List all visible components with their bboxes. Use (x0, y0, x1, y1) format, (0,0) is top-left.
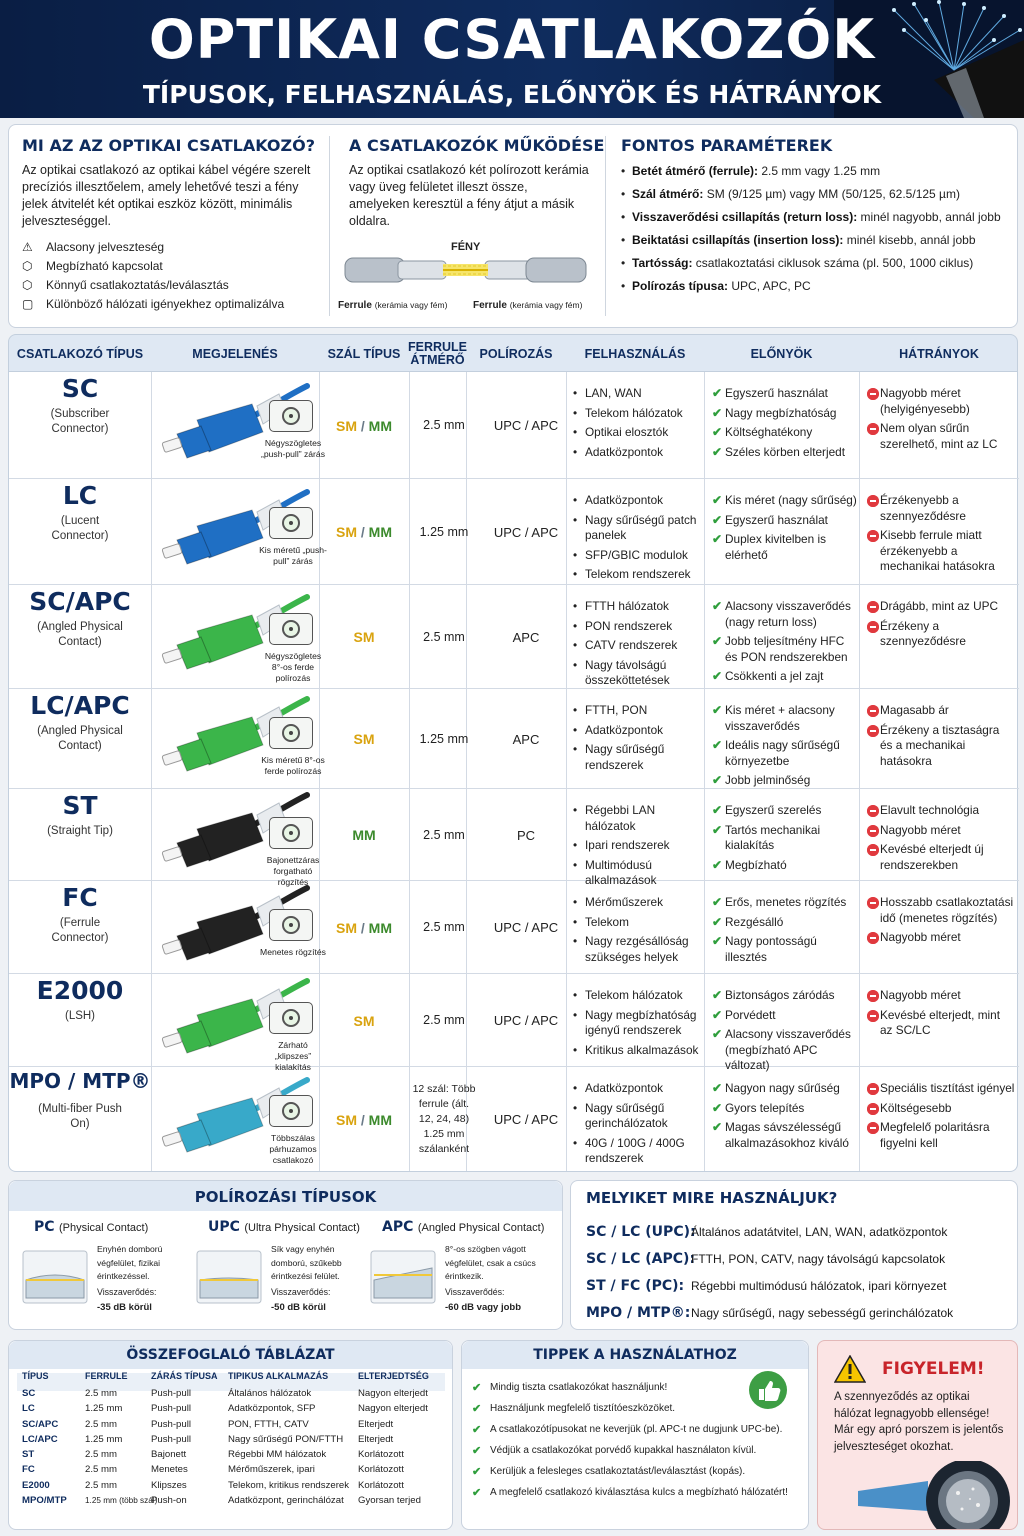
fiber-type: SM (353, 731, 375, 747)
column-header: ELŐNYÖK (750, 346, 813, 361)
closure-type-icon (269, 717, 313, 749)
light-label: FÉNY (451, 241, 481, 253)
list-item: • Ipari rendszerek (572, 838, 700, 854)
cons-list (867, 599, 1015, 654)
connector-name: SC/APC (29, 587, 131, 616)
list-item: • Nagy távolságú összeköttetések (572, 658, 700, 689)
pros-list (712, 1081, 857, 1155)
list-item: Érzékenyebb a szennyeződésre (867, 493, 1015, 524)
list-item: ✔ Biztonságos záródás (712, 988, 857, 1004)
closure-type-icon (269, 817, 313, 849)
connector-full-name: (Ferrule Connector) (51, 917, 109, 944)
pros-list (712, 895, 857, 969)
table-row (9, 881, 1019, 974)
cons-list (867, 493, 1015, 579)
list-item: • LAN, WAN (572, 386, 700, 402)
uses-list (572, 386, 700, 464)
cons-list (867, 803, 1015, 877)
summary-cell: Korlátozott (358, 1479, 404, 1491)
list-item: • SFP/GBIC modulok (572, 548, 700, 564)
list-item: • Nagy rezgésállóság szükséges helyek (572, 934, 700, 965)
tip-item: ✔ A csatlakozótípusokat ne keverjük (pl. APC-t ne dugjunk UPC-be). (472, 1424, 807, 1435)
list-item: ✔ Tartós mechanikai kialakítás (712, 823, 857, 854)
connector-table (8, 372, 1018, 1172)
tips-card (461, 1340, 809, 1530)
polish-title: POLÍROZÁSI TÍPUSOK (194, 1188, 377, 1206)
list-item: • Adatközpontok (572, 723, 700, 739)
list-item: Kevésbé elterjedt, mint az SC/LC (867, 1008, 1015, 1039)
pros-list (712, 703, 857, 793)
list-item: ⚠ Alacsony jelveszteség (22, 238, 322, 257)
list-item: ✔ Kis méret + alacsony visszaverődés (712, 703, 857, 734)
summary-cell: 1.25 mm (85, 1433, 123, 1445)
summary-cell: 2.5 mm (85, 1464, 117, 1476)
summary-cell: FC (22, 1464, 35, 1476)
list-item: ✔ Porvédett (712, 1008, 857, 1024)
list-item: ✔ Egyszerű használat (712, 386, 857, 402)
list-item: • Polírozás típusa: UPC, APC, PC (621, 279, 811, 293)
polish-type: UPC / APC (493, 920, 559, 935)
list-item: ✔ Alacsony visszaverődés (nagy return loss) (712, 599, 857, 630)
summary-column-header: ZÁRÁS TÍPUSA (151, 1371, 218, 1381)
list-item: ✔ Csökkenti a jel zajt (712, 669, 857, 685)
column-header: SZÁL TÍPUS (327, 346, 401, 361)
summary-cell: 2.5 mm (85, 1479, 117, 1491)
polish-type: UPC / APC (493, 418, 559, 433)
list-item: • FTTH, PON (572, 703, 700, 719)
list-item: SC / LC (UPC): Általános adatátvitel, LAN, WAN, adatközpontok (586, 1223, 948, 1240)
list-item: ✔ Ideális nagy sűrűségű környezetbe (712, 738, 857, 769)
polish-profile-diagram (196, 1250, 262, 1304)
list-item: ✔ Jobb teljesítmény HFC és PON rendszerekben (712, 634, 857, 665)
tip-item: ✔ Használjunk megfelelő tisztítóeszközöket. (472, 1403, 742, 1414)
summary-column-header: TIPIKUS ALKALMAZÁS (228, 1371, 329, 1381)
plug-icon: ⬡ (22, 278, 33, 292)
summary-cell: Nagyon elterjedt (358, 1403, 428, 1415)
list-item: Nagyobb méret (867, 988, 1015, 1004)
connector-name: E2000 (36, 976, 124, 1005)
polish-type: UPC / APC (493, 524, 559, 540)
summary-cell: MPO/MTP (22, 1495, 67, 1507)
polish-type: UPC / APC (493, 1112, 559, 1127)
table-row (9, 789, 1019, 887)
summary-column (85, 1370, 158, 1508)
summary-column (358, 1370, 448, 1508)
connector-name: SC (61, 374, 99, 403)
summary-title: ÖSSZEFOGLALÓ TÁBLÁZAT (126, 1347, 335, 1363)
list-item: ✔ Jobb jelminőség (712, 773, 857, 789)
closure-type-caption: Négyszögletes „push-pull” zárás (261, 438, 325, 459)
list-item: • Adatközpontok (572, 493, 700, 509)
polish-type-heading: UPC (Ultra Physical Contact) (208, 1219, 360, 1235)
list-item: • Mérőműszerek (572, 895, 700, 911)
fiber-type: MM (352, 827, 376, 843)
return-loss-value: -50 dB körül (271, 1302, 326, 1313)
table-row (9, 1067, 1019, 1172)
list-item: • Szál átmérő: SM (9/125 µm) vagy MM (50/125, 62.5/125 µm) (621, 187, 960, 201)
uses-list (572, 895, 700, 969)
fiber-type: SM (353, 1012, 375, 1029)
list-item: ✔ Költséghatékony (712, 425, 857, 441)
summary-cell: Korlátozott (358, 1449, 404, 1461)
fiber-type: SM / MM (336, 417, 392, 434)
page-subtitle: TÍPUSOK, FELHASZNÁLÁS, ELŐNYÖK ÉS HÁTRÁNYOK (142, 80, 882, 109)
uses-list (572, 803, 700, 893)
ferrule-diameter: 2.5 mm (423, 629, 465, 644)
list-item: • FTTH hálózatok (572, 599, 700, 615)
triangle-icon: ⚠ (22, 240, 33, 254)
connector-full-name: (Subscriber Connector) (50, 408, 110, 435)
params-list (621, 161, 1011, 299)
closure-type-icon (269, 613, 313, 645)
summary-cell: Elterjedt (358, 1418, 394, 1430)
list-item: • Tartósság: csatlakoztatási ciklusok száma (pl. 500, 1000 ciklus) (621, 256, 974, 270)
pros-list (712, 988, 857, 1078)
list-item: MPO / MTP®: Nagy sűrűségű, nagy sebességű gerinchálózatok (586, 1304, 954, 1321)
list-item: • Kritikus alkalmazások (572, 1043, 700, 1059)
list-item: • PON rendszerek (572, 619, 700, 635)
summary-cell: Nagyon elterjedt (358, 1388, 428, 1399)
summary-cell: 2.5 mm (85, 1449, 117, 1461)
connector-full-name: (Angled Physical Contact) (37, 725, 123, 752)
tips-title: TIPPEK A HASZNÁLATHOZ (533, 1347, 737, 1363)
summary-cell: Push-pull (151, 1418, 191, 1430)
params-title: FONTOS PARAMÉTEREK (621, 136, 833, 155)
summary-cell: Régebbi MM hálózatok (228, 1449, 327, 1461)
closure-type-caption: Menetes rögzítés (260, 947, 326, 957)
summary-cell: Push-pull (151, 1433, 191, 1445)
working-text: Az optikai csatlakozó két polírozott kerámia vagy üveg felületet illeszt össze, amelyeken keresztül a fény átjut a másik oldalra. (349, 163, 589, 228)
closure-type-icon (269, 507, 313, 539)
link-icon: ⬡ (22, 259, 33, 273)
working-title: A CSATLAKOZÓK MŰKÖDÉSE (349, 136, 605, 155)
ferrule-diagram (343, 250, 588, 290)
table-row (9, 689, 1019, 789)
summary-cell: Push-on (151, 1495, 187, 1507)
list-item: Nagyobb méret (helyigényesebb) (867, 386, 1015, 417)
uses-list (572, 988, 700, 1062)
cons-list (867, 386, 1015, 456)
summary-cell: Nagy sűrűségű PON/FTTH (228, 1433, 344, 1445)
summary-cell: SC (22, 1388, 36, 1399)
table-row (9, 479, 1019, 585)
cons-list (867, 1081, 1015, 1155)
closure-type-icon (269, 909, 313, 941)
fiber-type: SM / MM (336, 919, 392, 936)
return-loss-value: -35 dB körül (97, 1302, 152, 1313)
polish-profile-diagram (22, 1250, 88, 1304)
column-header: POLÍROZÁS (479, 346, 553, 361)
summary-cell: Push-pull (151, 1388, 191, 1399)
list-item: SC / LC (APC): FTTH, PON, CATV, nagy távolságú kapcsolatok (586, 1250, 946, 1267)
connector-name: ST (62, 791, 98, 820)
list-item: Érzékeny a tisztaságra és a mechanikai hatásokra (867, 723, 1015, 770)
uses-list (572, 1081, 700, 1171)
summary-cell: 2.5 mm (85, 1418, 117, 1430)
return-loss-label: Visszaverődés: (445, 1287, 505, 1297)
summary-cell: 1.25 mm (85, 1403, 123, 1415)
list-item: • Beiktatási csillapítás (insertion loss): minél kisebb, annál jobb (621, 233, 976, 247)
table-row (9, 372, 1019, 479)
list-item: Megfelelő polaritásra figyelni kell (867, 1120, 1015, 1151)
ferrule-diameter: 1.25 mm (419, 731, 469, 746)
list-item: • Telekom rendszerek (572, 567, 700, 583)
tip-item: ✔ Mindig tiszta csatlakozókat használjunk! (472, 1382, 742, 1393)
summary-cell: Adatközpontok, SFP (228, 1403, 316, 1415)
list-item: • Nagy sűrűségű rendszerek (572, 742, 700, 773)
list-item: Speciális tisztítást igényel (867, 1081, 1015, 1097)
list-item: Hosszabb csatlakoztatási idő (menetes rögzítés) (867, 895, 1015, 926)
list-item: Nagyobb méret (867, 930, 1015, 946)
list-item: ✔ Egyszerű használat (712, 513, 857, 529)
divider (329, 136, 330, 316)
list-item: • Telekom (572, 915, 700, 931)
summary-cell: Korlátozott (358, 1464, 404, 1476)
closure-type-caption: Négyszögletes 8°-os ferde polírozás (264, 651, 322, 683)
closure-type-caption: Kis méretű „push-pull” zárás (259, 545, 327, 566)
usage-list (586, 1218, 1011, 1326)
ferrule-diameter: 2.5 mm (423, 1013, 465, 1027)
list-item: • Optikai elosztók (572, 425, 700, 441)
list-item: Kisebb ferrule miatt érzékenyebb a mechanikai hatásokra (867, 528, 1015, 575)
ferrule-diameter: 12 szál: Több ferrule (ált. 12, 24, 48) 1.25 mm szálanként (412, 1083, 476, 1155)
list-item: ⬡ Megbízható kapcsolat (22, 257, 322, 276)
ferrule-diameter: 2.5 mm (423, 418, 465, 432)
summary-cell: E2000 (22, 1479, 50, 1491)
closure-type-caption: Bajonettzáras forgatható rögzítés (266, 855, 320, 887)
polish-description: Sík vagy enyhén domború, szűkebb érintkezési felület. (271, 1244, 342, 1281)
polish-profile-diagram (370, 1250, 436, 1304)
connector-full-name: (LSH) (64, 1010, 96, 1022)
column-header: FERRULE ÁTMÉRŐ (407, 340, 468, 367)
list-item: Érzékeny a szennyeződésre (867, 619, 1015, 650)
summary-cell: LC (22, 1403, 35, 1415)
cons-list (867, 988, 1015, 1043)
list-item: • Régebbi LAN hálózatok (572, 803, 700, 834)
return-loss-label: Visszaverődés: (97, 1287, 157, 1297)
thumbs-up-icon (748, 1370, 788, 1410)
ferrule-diameter: 1.25 mm (419, 524, 469, 539)
list-item: ✔ Nagy megbízhatóság (712, 406, 857, 422)
polish-description: 8°-os szögben vágott végfelület, csak a csúcs érintkezik. (445, 1244, 536, 1281)
list-item: Elavult technológia (867, 803, 1015, 819)
warning-icon (834, 1355, 866, 1383)
polish-type-heading: PC (Physical Contact) (34, 1219, 149, 1235)
column-header: MEGJELENÉS (192, 346, 278, 361)
polish-type: PC (516, 827, 536, 843)
fiber-type: SM / MM (336, 524, 392, 540)
list-item: ✔ Egyszerű szerelés (712, 803, 857, 819)
summary-cell: Menetes (151, 1464, 188, 1476)
tip-item: ✔ Kerüljük a felesleges csatlakoztatást/leválasztást (kopás). (472, 1466, 807, 1477)
tip-item: ✔ A megfelelő csatlakozó kiválasztása kulcs a megbízható hálózatért! (472, 1487, 807, 1498)
connector-full-name: (Straight Tip) (47, 825, 113, 837)
list-item: Drágább, mint az UPC (867, 599, 1015, 615)
ferrule-right-label: Ferrule (kerámia vagy fém) (473, 300, 583, 311)
list-item: • Nagy megbízhatóság igényű rendszerek (572, 1008, 700, 1039)
table-row (9, 585, 1019, 689)
ferrule-diameter: 2.5 mm (423, 920, 465, 934)
list-item: ST / FC (PC): Régebbi multimódusú hálózatok, ipari környezet (586, 1277, 947, 1294)
list-item: ✔ Kis méret (nagy sűrűség) (712, 493, 857, 509)
summary-cell: Mérőműszerek, ipari (228, 1464, 315, 1476)
connector-table-header (8, 334, 1018, 372)
summary-cell: ST (22, 1449, 35, 1461)
list-item: • Betét átmérő (ferrule): 2.5 mm vagy 1.25 mm (621, 164, 881, 178)
list-item: Kevésbé elterjedt új rendszerekben (867, 842, 1015, 873)
list-item: • Multimódusú alkalmazások (572, 858, 700, 889)
fiber-type: SM (353, 629, 375, 645)
summary-cell: 2.5 mm (85, 1388, 117, 1399)
list-item: • Telekom hálózatok (572, 988, 700, 1004)
uses-list (572, 599, 700, 693)
warning-title: FIGYELEM! (882, 1359, 985, 1379)
list-item: • Adatközpontok (572, 445, 700, 461)
summary-cell: Elterjedt (358, 1433, 394, 1445)
connector-full-name: (Multi-fiber Push On) (38, 1103, 122, 1130)
connector-full-name: (Lucent Connector) (51, 515, 109, 542)
column-header: FELHASZNÁLÁS (584, 346, 686, 361)
summary-cell: Általános hálózatok (228, 1388, 312, 1399)
summary-column-header: ELTERJEDTSÉG (358, 1371, 429, 1381)
return-loss-label: Visszaverődés: (271, 1287, 331, 1297)
connector-name: LC (62, 481, 98, 510)
summary-cell: Telekom, kritikus rendszerek (228, 1479, 350, 1491)
pros-list (712, 493, 857, 567)
list-item: ✔ Magas sávszélességű alkalmazásokhoz kiváló (712, 1120, 857, 1151)
summary-cell: Gyorsan terjed (358, 1495, 421, 1507)
list-item: ✔ Rezgésálló (712, 915, 857, 931)
list-item: ⬡ Könnyű csatlakoztatás/leválasztás (22, 276, 322, 295)
polish-type: APC (512, 731, 540, 747)
closure-type-caption: Zárható „klipszes” kialakítás (274, 1040, 312, 1072)
connector-name: FC (62, 883, 98, 912)
pros-list (712, 386, 857, 464)
list-item: • Nagy sűrűségű gerinchálózatok (572, 1101, 700, 1132)
pros-list (712, 599, 857, 689)
list-item: Magasabb ár (867, 703, 1015, 719)
connector-full-name: (Angled Physical Contact) (37, 621, 123, 648)
network-icon: ▢ (22, 297, 34, 311)
list-item: Költségesebb (867, 1101, 1015, 1117)
list-item: ✔ Gyors telepítés (712, 1101, 857, 1117)
summary-cell: PON, FTTH, CATV (228, 1418, 309, 1430)
list-item: • Nagy sűrűségű patch panelek (572, 513, 700, 544)
summary-cell: LC/APC (22, 1433, 58, 1445)
intro-text: Az optikai csatlakozó az optikai kábel végére szerelt precíziós illesztőelem, amely lehetővé teszi a fény jelek átvitelét két optikai eszköz között, minimális jelveszteséggel. (22, 163, 311, 228)
pros-list (712, 803, 857, 877)
cons-list (867, 895, 1015, 950)
polish-description: Enyhén domború végfelület, fizikai érintkezéssel. (97, 1244, 163, 1281)
polish-type: UPC / APC (493, 1013, 559, 1028)
list-item: Nem olyan sűrűn szerelhető, mint az LC (867, 421, 1015, 452)
dirty-ferrule-illustration (858, 1461, 1018, 1530)
column-header: CSATLAKOZÓ TÍPUS (16, 346, 144, 361)
tip-item: ✔ Védjük a csatlakozókat porvédő kupakkal használaton kívül. (472, 1445, 807, 1456)
column-header: HÁTRÁNYOK (899, 346, 979, 361)
closure-type-caption: Kis méretű 8°-os ferde polírozás (261, 755, 325, 776)
summary-cell: SC/APC (22, 1418, 59, 1430)
list-item: • Adatközpontok (572, 1081, 700, 1097)
list-item: ✔ Megbízható (712, 858, 857, 874)
closure-type-icon (269, 1002, 313, 1034)
connector-name: LC/APC (30, 691, 130, 720)
list-item: • Telekom hálózatok (572, 406, 700, 422)
list-item: ✔ Széles körben elterjedt (712, 445, 857, 461)
page-header (0, 0, 1024, 118)
intro-title: MI AZ AZ OPTIKAI CSATLAKOZÓ? (22, 136, 316, 155)
summary-column (228, 1370, 356, 1508)
ferrule-diameter: 2.5 mm (423, 827, 465, 842)
warning-card (817, 1340, 1018, 1530)
list-item: • 40G / 100G / 400G rendszerek (572, 1136, 700, 1167)
usage-title: MELYIKET MIRE HASZNÁLJUK? (586, 1189, 838, 1207)
closure-type-caption: Többszálas párhuzamos csatlakozó (269, 1133, 317, 1165)
polish-type-heading: APC (Angled Physical Contact) (382, 1219, 545, 1235)
summary-cell: Push-pull (151, 1403, 191, 1415)
list-item: ✔ Duplex kivitelben is elérhető (712, 532, 857, 563)
summary-cell: Adatközpont, gerinchálózat (228, 1495, 344, 1507)
summary-cell: 1.25 mm (több szál) (85, 1496, 158, 1506)
list-item: ✔ Alacsony visszaverődés (megbízható APC változat) (712, 1027, 857, 1074)
intro-list (22, 238, 322, 314)
connector-name: MPO / MTP® (9, 1069, 151, 1093)
summary-column-header: FERRULE (85, 1371, 128, 1381)
uses-list (572, 493, 700, 587)
summary-cell: Klipszes (151, 1479, 187, 1491)
summary-column (151, 1370, 226, 1508)
list-item: ✔ Erős, menetes rögzítés (712, 895, 857, 911)
list-item: ▢ Különböző hálózati igényekhez optimalizálva (22, 295, 322, 314)
return-loss-value: -60 dB vagy jobb (445, 1302, 522, 1313)
fiber-type: SM / MM (336, 1111, 392, 1128)
cons-list (867, 703, 1015, 773)
closure-type-icon (269, 1095, 313, 1127)
list-item: • Visszaverődési csillapítás (return loss): minél nagyobb, annál jobb (621, 210, 1001, 224)
ferrule-left-label: Ferrule (kerámia vagy fém) (338, 300, 448, 311)
list-item: ✔ Nagyon nagy sűrűség (712, 1081, 857, 1097)
list-item: Nagyobb méret (867, 823, 1015, 839)
table-row (9, 974, 1019, 1072)
summary-column-header: TÍPUS (22, 1371, 49, 1381)
divider (605, 136, 606, 316)
warning-text: A szennyeződés az optikai hálózat legnagyobb ellensége! Már egy apró porszem is jelentős jelveszteséget okozhat. (834, 1391, 1004, 1453)
closure-type-icon (269, 400, 313, 432)
summary-cell: Bajonett (151, 1449, 187, 1461)
summary-column (22, 1370, 82, 1508)
uses-list (572, 703, 700, 777)
list-item: • CATV rendszerek (572, 638, 700, 654)
polish-type: APC (512, 629, 540, 645)
page-title: OPTIKAI CSATLAKOZÓK (148, 8, 876, 71)
list-item: ✔ Nagy pontosságú illesztés (712, 934, 857, 965)
